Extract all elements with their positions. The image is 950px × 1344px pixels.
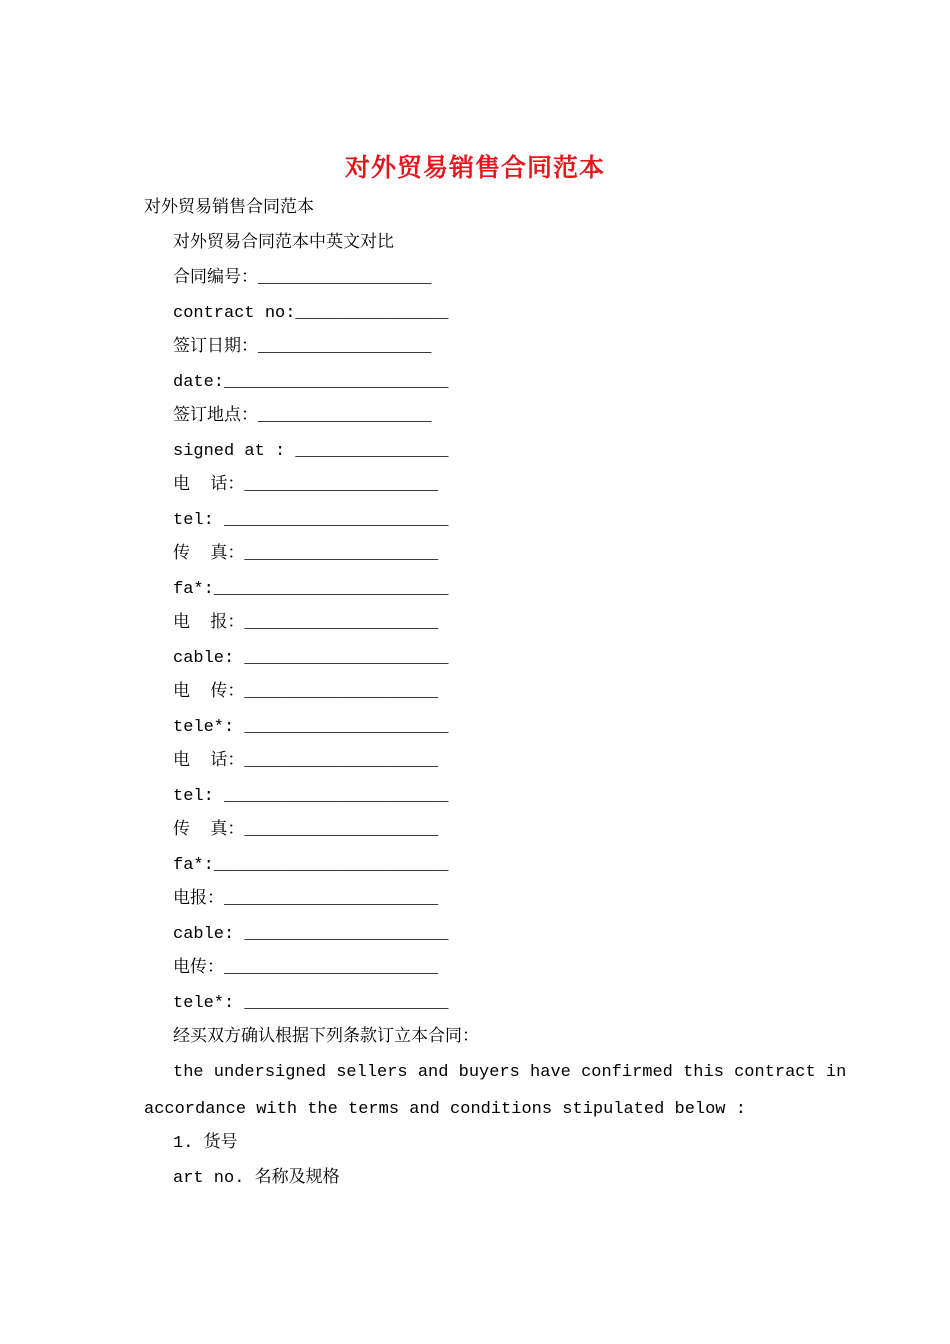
document-title: 对外贸易销售合同范本 xyxy=(344,153,605,182)
telex-cn-field: 电 传：___________________ xyxy=(173,683,439,702)
contract-no-field: contract no:_______________ xyxy=(173,304,449,323)
telex-field: tele*: ____________________ xyxy=(173,994,449,1013)
cable-field: cable: ____________________ xyxy=(173,649,449,668)
fax-cn-field: 传 真：___________________ xyxy=(173,821,439,840)
agreement-statement-cn: 经买双方确认根据下列条款订立本合同： xyxy=(173,1028,479,1047)
fax-field: fa*:_______________________ xyxy=(173,580,449,599)
heading-line: 对外贸易合同范本中英文对比 xyxy=(173,234,394,253)
cable-field: cable: ____________________ xyxy=(173,925,449,944)
sign-place-field: 签订地点：_________________ xyxy=(173,407,432,426)
contract-number-field: 合同编号：_________________ xyxy=(173,269,432,288)
phone-field: 电 话：___________________ xyxy=(173,752,439,771)
telegram-cn-field: 电 报：___________________ xyxy=(173,614,439,633)
date-field: date:______________________ xyxy=(173,373,449,392)
tel-field: tel: ______________________ xyxy=(173,511,449,530)
agreement-statement-en: the undersigned sellers and buyers have confirmed this contract in xyxy=(173,1063,847,1082)
signed-at-field: signed at : _______________ xyxy=(173,442,449,461)
tel-field: tel: ______________________ xyxy=(173,787,449,806)
telex-cn-field: 电传：_____________________ xyxy=(173,959,439,978)
phone-field: 电 话：___________________ xyxy=(173,476,439,495)
sign-date-field: 签订日期：_________________ xyxy=(173,338,432,357)
fax-field: fa*:_______________________ xyxy=(173,856,449,875)
agreement-statement-en-cont: accordance with the terms and conditions stipulated below : xyxy=(144,1100,746,1119)
telegram-cn-field: 电报：_____________________ xyxy=(173,890,439,909)
document-subtitle: 对外贸易销售合同范本 xyxy=(144,199,314,218)
article-number-line: art no. 名称及规格 xyxy=(173,1169,340,1188)
clause-1-heading: 1. 货号 xyxy=(173,1134,238,1153)
telex-field: tele*: ____________________ xyxy=(173,718,449,737)
fax-cn-field: 传 真：___________________ xyxy=(173,545,439,564)
